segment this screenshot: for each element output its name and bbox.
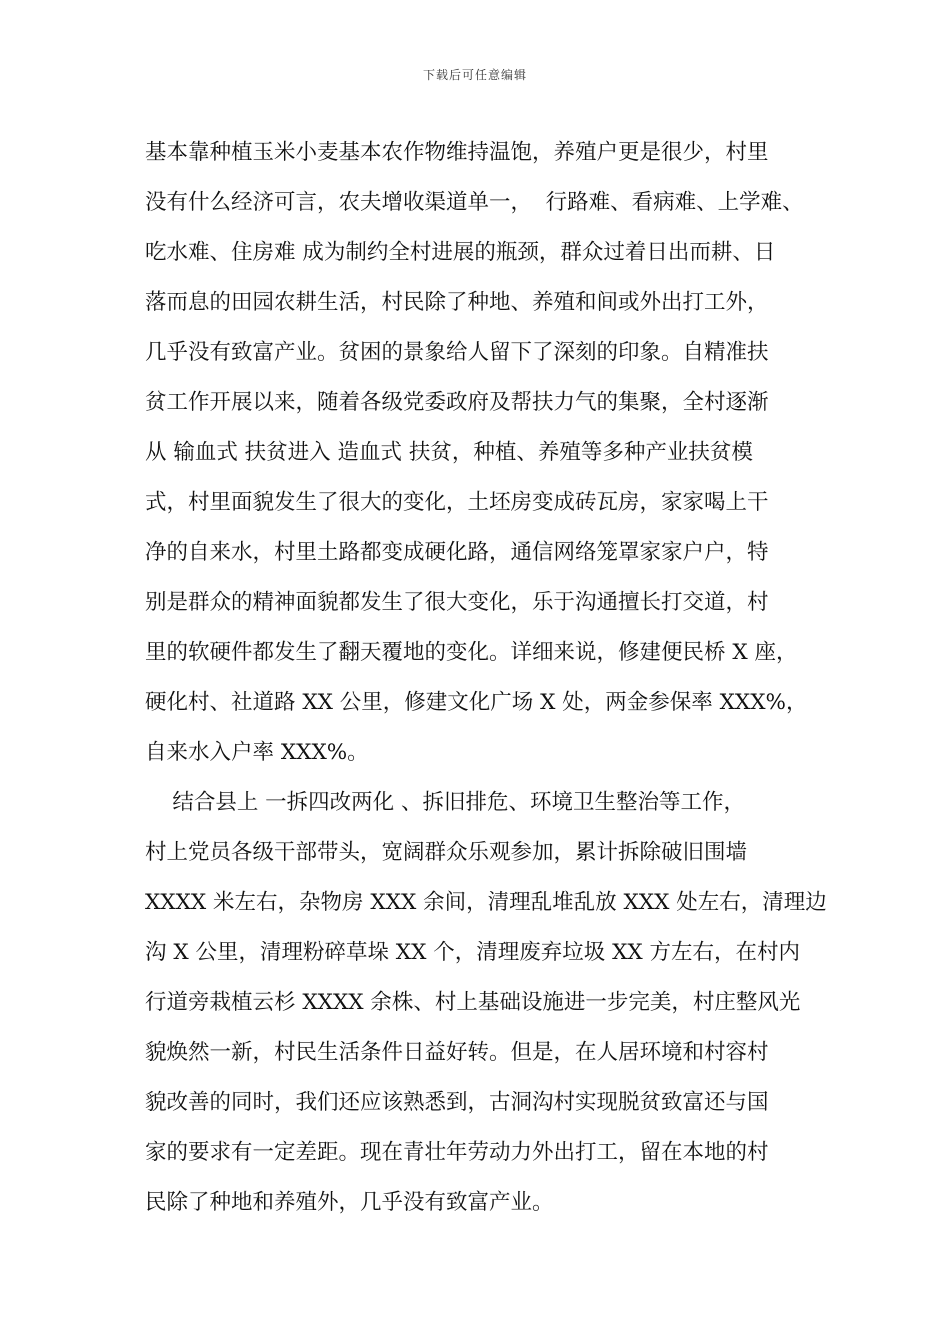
text-line: 没有什么经济可言，农夫增收渠道单一， 行路难、看病难、上学难、	[145, 190, 804, 215]
text-line: 别是群众的精神面貌都发生了很大变化，乐于沟通擅长打交道，村	[145, 590, 769, 615]
text-line: 村上党员各级干部带头，宽阔群众乐观参加，累计拆除破旧围墙	[145, 840, 748, 865]
paragraph-2	[145, 778, 835, 1228]
text-line: 式，村里面貌发生了很大的变化，土坯房变成砖瓦房，家家喝上干	[145, 490, 769, 515]
text-line: XXXX 米左右，杂物房 XXX 余间，清理乱堆乱放 XXX 处左右，清理边	[145, 890, 827, 915]
text-line: 落而息的田园农耕生活，村民除了种地、养殖和间或外出打工外，	[145, 290, 769, 315]
text-line: 结合县上 一拆四改两化 、拆旧排危、环境卫生整治等工作，	[145, 790, 746, 815]
text-line: 貌改善的同时，我们还应该熟悉到，古洞沟村实现脱贫致富还与国	[145, 1090, 769, 1115]
text-line: 几乎没有致富产业。贫困的景象给人留下了深刻的印象。自精准扶	[145, 340, 769, 365]
text-line: 基本靠种植玉米小麦基本农作物维持温饱，养殖户更是很少，村里	[145, 140, 769, 165]
text-line: 净的自来水，村里土路都变成硬化路，通信网络笼罩家家户户，特	[145, 540, 769, 565]
paragraph-1	[145, 128, 835, 778]
text-line: 貌焕然一新，村民生活条件日益好转。但是，在人居环境和村容村	[145, 1040, 769, 1065]
text-line: 从 输血式 扶贫进入 造血式 扶贫，种植、养殖等多种产业扶贫模	[145, 440, 753, 465]
text-line: 行道旁栽植云杉 XXXX 余株、村上基础设施进一步完美，村庄整风光	[145, 990, 801, 1015]
text-line: 吃水难、住房难 成为制约全村进展的瓶颈，群众过着日出而耕、日	[145, 240, 776, 265]
text-line: 硬化村、社道路 XX 公里，修建文化广场 X 处，两金参保率 XXX%，	[145, 690, 808, 715]
text-line: 自来水入户率 XXX%。	[145, 740, 369, 765]
text-line: 家的要求有一定差距。现在青壮年劳动力外出打工，留在本地的村	[145, 1140, 769, 1165]
document-body	[145, 128, 835, 1228]
text-line: 贫工作开展以来，随着各级党委政府及帮扶力气的集聚，全村逐渐	[145, 390, 769, 415]
text-line: 里的软硬件都发生了翻天覆地的变化。详细来说，修建便民桥 X 座，	[145, 640, 798, 665]
page-header: 下载后可任意编辑	[422, 68, 527, 82]
text-line: 沟 X 公里，清理粉碎草垛 XX 个，清理废弃垃圾 XX 方左右，在村内	[145, 940, 801, 965]
text-line: 民除了种地和养殖外，几乎没有致富产业。	[145, 1190, 554, 1215]
